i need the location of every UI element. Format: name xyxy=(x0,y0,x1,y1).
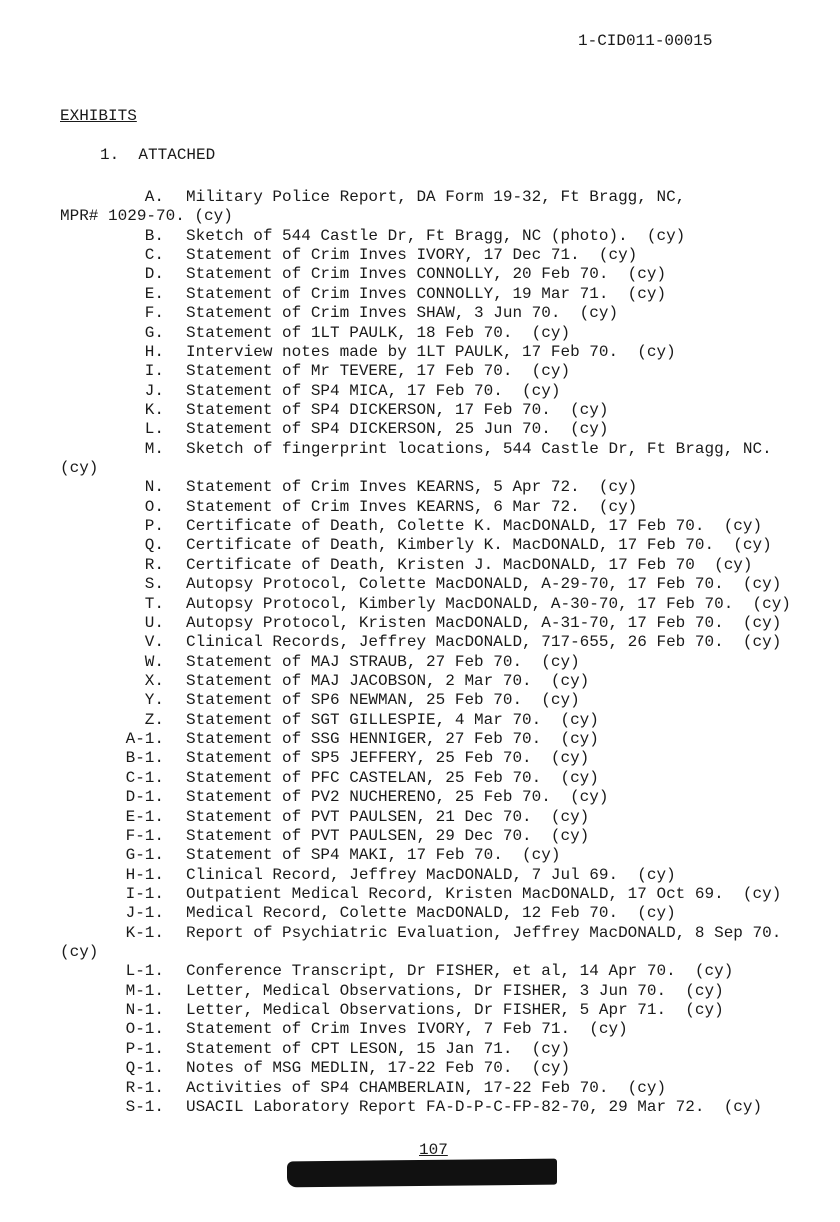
subsection-heading xyxy=(100,146,215,164)
exhibit-label: E-1. xyxy=(125,807,164,826)
exhibit-list xyxy=(0,188,840,1117)
exhibit-label: D. xyxy=(144,265,164,284)
exhibit-item xyxy=(0,691,840,710)
exhibit-label: Z. xyxy=(144,710,164,729)
exhibit-label: P. xyxy=(144,517,164,536)
exhibit-description: Statement of SP5 JEFFERY, 25 Feb 70. (cy) xyxy=(186,749,590,768)
exhibit-description: Sketch of 544 Castle Dr, Ft Bragg, NC (photo). (cy) xyxy=(186,226,686,245)
exhibit-description: Clinical Records, Jeffrey MacDONALD, 717-655, 26 Feb 70. (cy) xyxy=(186,633,782,652)
exhibit-description: Sketch of fingerprint locations, 544 Castle Dr, Ft Bragg, NC. xyxy=(186,439,772,458)
exhibit-label: D-1. xyxy=(125,788,164,807)
exhibit-label: W. xyxy=(144,652,164,671)
exhibit-item xyxy=(0,285,840,304)
exhibit-item xyxy=(0,614,840,633)
exhibit-description: Military Police Report, DA Form 19-32, Ft Bragg, NC, xyxy=(186,188,686,206)
exhibit-description: Statement of SGT GILLESPIE, 4 Mar 70. (cy) xyxy=(186,710,599,729)
exhibit-item xyxy=(0,517,840,536)
exhibit-label: R. xyxy=(144,555,164,574)
exhibit-label: R-1. xyxy=(125,1078,164,1097)
exhibit-label: S-1. xyxy=(125,1097,164,1116)
exhibit-label: H. xyxy=(144,342,164,361)
exhibit-continuation-line xyxy=(0,943,840,962)
exhibit-label: C-1. xyxy=(125,768,164,787)
exhibit-description: Certificate of Death, Kristen J. MacDONALD, 17 Feb 70 (cy) xyxy=(186,555,753,574)
exhibit-item xyxy=(0,382,840,401)
exhibit-label: G. xyxy=(144,323,164,342)
exhibit-item xyxy=(0,1020,840,1039)
exhibit-item xyxy=(0,575,840,594)
exhibit-item xyxy=(0,846,840,865)
exhibit-label: X. xyxy=(144,671,164,690)
exhibit-description: Statement of Mr TEVERE, 17 Feb 70. (cy) xyxy=(186,362,571,381)
exhibit-continuation-line xyxy=(0,207,840,226)
exhibit-item xyxy=(0,711,840,730)
subsection-number: 1. xyxy=(100,146,120,164)
exhibit-item xyxy=(0,653,840,672)
exhibit-item xyxy=(0,1098,840,1117)
exhibit-item xyxy=(0,595,840,614)
exhibit-description: Statement of Crim Inves SHAW, 3 Jun 70. (cy) xyxy=(186,304,619,323)
exhibit-item xyxy=(0,982,840,1001)
exhibit-description: Statement of PVT PAULSEN, 21 Dec 70. (cy) xyxy=(186,807,590,826)
exhibit-description: Statement of PV2 NUCHERENO, 25 Feb 70. (cy) xyxy=(186,788,609,807)
exhibit-item xyxy=(0,904,840,923)
exhibit-item xyxy=(0,478,840,497)
exhibit-item xyxy=(0,1079,840,1098)
exhibit-item xyxy=(0,962,840,981)
exhibit-item xyxy=(0,304,840,323)
exhibit-label: A-1. xyxy=(125,730,164,749)
exhibit-description: Statement of SP6 NEWMAN, 25 Feb 70. (cy) xyxy=(186,691,580,710)
exhibit-item xyxy=(0,324,840,343)
exhibit-description: Statement of MAJ STRAUB, 27 Feb 70. (cy) xyxy=(186,652,580,671)
exhibit-item xyxy=(0,556,840,575)
exhibit-description: Autopsy Protocol, Kimberly MacDONALD, A-30-70, 17 Feb 70. (cy) xyxy=(186,594,791,613)
exhibit-description: Medical Record, Colette MacDONALD, 12 Feb 70. (cy) xyxy=(186,904,676,923)
page-number: 107 xyxy=(419,1141,448,1159)
official-use-stamp xyxy=(287,1159,557,1188)
exhibit-continuation-line xyxy=(0,459,840,478)
exhibit-description: Statement of SP4 DICKERSON, 17 Feb 70. (cy) xyxy=(186,400,609,419)
exhibit-label: N-1. xyxy=(125,1001,164,1020)
exhibit-item xyxy=(0,188,840,207)
exhibit-label: O. xyxy=(144,497,164,516)
exhibit-description: Letter, Medical Observations, Dr FISHER, 3 Jun 70. (cy) xyxy=(186,981,724,1000)
exhibit-label: E. xyxy=(144,284,164,303)
exhibit-description: Statement of MAJ JACOBSON, 2 Mar 70. (cy) xyxy=(186,671,590,690)
exhibit-label: J. xyxy=(144,381,164,400)
exhibit-description: Notes of MSG MEDLIN, 17-22 Feb 70. (cy) xyxy=(186,1059,571,1078)
exhibit-label: T. xyxy=(144,594,164,613)
exhibit-label: K. xyxy=(144,400,164,419)
exhibit-description: Statement of SSG HENNIGER, 27 Feb 70. (cy) xyxy=(186,730,599,749)
exhibit-item xyxy=(0,1040,840,1059)
exhibit-label: P-1. xyxy=(125,1039,164,1058)
exhibit-label: N. xyxy=(144,478,164,497)
exhibit-description: Certificate of Death, Colette K. MacDONALD, 17 Feb 70. (cy) xyxy=(186,517,763,536)
exhibit-description: Certificate of Death, Kimberly K. MacDONALD, 17 Feb 70. (cy) xyxy=(186,536,772,555)
exhibit-description: Autopsy Protocol, Colette MacDONALD, A-29-70, 17 Feb 70. (cy) xyxy=(186,575,782,594)
exhibit-item xyxy=(0,769,840,788)
exhibit-continuation: (cy) xyxy=(60,943,99,962)
exhibit-label: A. xyxy=(144,188,164,206)
exhibit-item xyxy=(0,1001,840,1020)
exhibit-item xyxy=(0,866,840,885)
exhibit-label: B-1. xyxy=(125,749,164,768)
exhibit-item xyxy=(0,227,840,246)
exhibit-item xyxy=(0,827,840,846)
section-title: EXHIBITS xyxy=(60,107,137,125)
exhibit-description: Statement of Crim Inves IVORY, 17 Dec 71. (cy) xyxy=(186,246,638,265)
exhibit-description: Statement of SP4 DICKERSON, 25 Jun 70. (cy) xyxy=(186,420,609,439)
exhibit-description: Activities of SP4 CHAMBERLAIN, 17-22 Feb 70. (cy) xyxy=(186,1078,667,1097)
exhibit-description: Statement of Crim Inves CONNOLLY, 20 Feb 70. (cy) xyxy=(186,265,667,284)
exhibit-label: L-1. xyxy=(125,962,164,981)
exhibit-label: L. xyxy=(144,420,164,439)
exhibit-description: Statement of PFC CASTELAN, 25 Feb 70. (cy) xyxy=(186,768,599,787)
exhibit-item xyxy=(0,1059,840,1078)
exhibit-item xyxy=(0,498,840,517)
exhibit-label: G-1. xyxy=(125,846,164,865)
exhibit-description: Interview notes made by 1LT PAULK, 17 Feb 70. (cy) xyxy=(186,342,676,361)
exhibit-label: J-1. xyxy=(125,904,164,923)
exhibit-label: F-1. xyxy=(125,826,164,845)
exhibit-label: Y. xyxy=(144,691,164,710)
exhibit-label: S. xyxy=(144,575,164,594)
exhibit-description: Letter, Medical Observations, Dr FISHER, 5 Apr 71. (cy) xyxy=(186,1001,724,1020)
exhibit-description: Statement of Crim Inves KEARNS, 6 Mar 72. (cy) xyxy=(186,497,638,516)
exhibit-description: USACIL Laboratory Report FA-D-P-C-FP-82-70, 29 Mar 72. (cy) xyxy=(186,1097,763,1116)
exhibit-item xyxy=(0,536,840,555)
exhibit-description: Clinical Record, Jeffrey MacDONALD, 7 Jul 69. (cy) xyxy=(186,865,676,884)
exhibit-continuation: (cy) xyxy=(60,459,99,478)
exhibit-label: C. xyxy=(144,246,164,265)
exhibit-item xyxy=(0,885,840,904)
exhibit-description: Statement of CPT LESON, 15 Jan 71. (cy) xyxy=(186,1039,571,1058)
exhibit-item xyxy=(0,672,840,691)
exhibit-label: I-1. xyxy=(125,884,164,903)
exhibit-item xyxy=(0,440,840,459)
exhibit-item xyxy=(0,265,840,284)
exhibit-label: M-1. xyxy=(125,981,164,1000)
exhibit-description: Outpatient Medical Record, Kristen MacDONALD, 17 Oct 69. (cy) xyxy=(186,884,782,903)
exhibit-description: Statement of Crim Inves KEARNS, 5 Apr 72. (cy) xyxy=(186,478,638,497)
exhibit-label: K-1. xyxy=(125,923,164,942)
exhibit-label: Q-1. xyxy=(125,1059,164,1078)
exhibit-label: B. xyxy=(144,226,164,245)
exhibit-description: Statement of SP4 MAKI, 17 Feb 70. (cy) xyxy=(186,846,561,865)
exhibit-description: Conference Transcript, Dr FISHER, et al, 14 Apr 70. (cy) xyxy=(186,962,734,981)
exhibit-item xyxy=(0,749,840,768)
exhibit-description: Statement of 1LT PAULK, 18 Feb 70. (cy) xyxy=(186,323,571,342)
exhibit-item xyxy=(0,362,840,381)
exhibit-item xyxy=(0,343,840,362)
document-id: 1-CID011-00015 xyxy=(578,32,713,50)
exhibit-item xyxy=(0,788,840,807)
exhibit-label: Q. xyxy=(144,536,164,555)
exhibit-item xyxy=(0,246,840,265)
exhibit-item xyxy=(0,924,840,943)
exhibit-description: Statement of Crim Inves IVORY, 7 Feb 71. (cy) xyxy=(186,1020,628,1039)
exhibit-label: O-1. xyxy=(125,1020,164,1039)
exhibit-description: Autopsy Protocol, Kristen MacDONALD, A-31-70, 17 Feb 70. (cy) xyxy=(186,613,782,632)
exhibit-label: V. xyxy=(144,633,164,652)
exhibit-label: M. xyxy=(144,439,164,458)
exhibit-item xyxy=(0,808,840,827)
exhibit-description: Statement of Crim Inves CONNOLLY, 19 Mar 71. (cy) xyxy=(186,284,667,303)
exhibit-description: Statement of SP4 MICA, 17 Feb 70. (cy) xyxy=(186,381,561,400)
exhibit-label: I. xyxy=(144,362,164,381)
exhibit-item xyxy=(0,420,840,439)
exhibit-label: H-1. xyxy=(125,865,164,884)
exhibit-item xyxy=(0,730,840,749)
exhibit-label: U. xyxy=(144,613,164,632)
exhibit-item xyxy=(0,633,840,652)
exhibit-description: Report of Psychiatric Evaluation, Jeffrey MacDONALD, 8 Sep 70. xyxy=(186,923,782,942)
subsection-title: ATTACHED xyxy=(138,146,216,164)
exhibit-continuation: MPR# 1029-70. (cy) xyxy=(60,207,233,226)
exhibit-label: F. xyxy=(144,304,164,323)
exhibit-description: Statement of PVT PAULSEN, 29 Dec 70. (cy) xyxy=(186,826,590,845)
exhibit-item xyxy=(0,401,840,420)
